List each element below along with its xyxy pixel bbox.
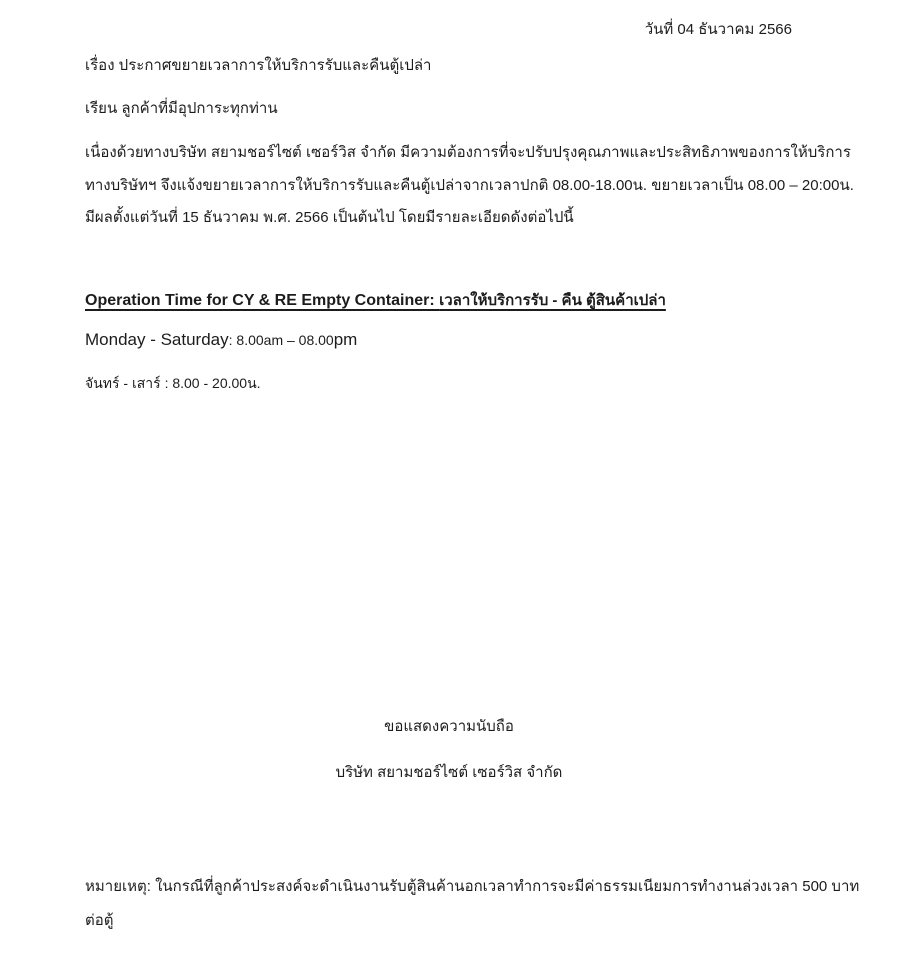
body-paragraph-line-1: เนื่องด้วยทางบริษัท สยามชอร์ไซต์ เซอร์วิส จำกัด มีความต้องการที่จะปรับปรุงคุณภาพและประสิทธิภาพของการให้บริการ [85,144,851,161]
footnote-line-1: หมายเหตุ: ในกรณีที่ลูกค้าประสงค์จะดำเนินงานรับตู้สินค้านอกเวลาทำการจะมีค่าธรรมเนียมการทำงานล่วงเวลา 500 บาท [85,878,860,895]
subject-line: เรื่อง ประกาศขยายเวลาการให้บริการรับและคืนตู้เปล่า [85,57,432,74]
closing-salutation: ขอแสดงความนับถือ [384,718,514,735]
service-hours-days: Monday - Saturday [85,330,229,349]
body-paragraph-line-2: ทางบริษัทฯ จึงแจ้งขยายเวลาการให้บริการรับและคืนตู้เปล่าจากเวลาปกติ 08.00-18.00น. ขยายเวลาเป็น 08.00 – 20:00น. [85,177,854,194]
operation-time-heading-english: Operation Time for CY & RE Empty Container: [85,292,440,309]
body-paragraph-line-3: มีผลตั้งแต่วันที่ 15 ธันวาคม พ.ศ. 2566 เป็นต้นไป โดยมีรายละเอียดดังต่อไปนี้ [85,209,574,226]
document-date: วันที่ 04 ธันวาคม 2566 [644,21,792,38]
salutation-line: เรียน ลูกค้าที่มีอุปการะทุกท่าน [85,100,278,117]
company-signature: บริษัท สยามชอร์ไซต์ เซอร์วิส จำกัด [335,764,563,781]
service-hours-english [85,330,357,350]
service-hours-time: : 8.00am – 08.00 [228,332,334,348]
operation-time-heading [85,288,666,312]
operation-time-heading-thai: เวลาให้บริการรับ - คืน ตู้สินค้าเปล่า [439,292,666,309]
service-hours-suffix: pm [333,330,358,349]
service-hours-thai: จันทร์ - เสาร์ : 8.00 - 20.00น. [85,375,261,391]
footnote-line-2: ต่อตู้ [85,912,114,929]
